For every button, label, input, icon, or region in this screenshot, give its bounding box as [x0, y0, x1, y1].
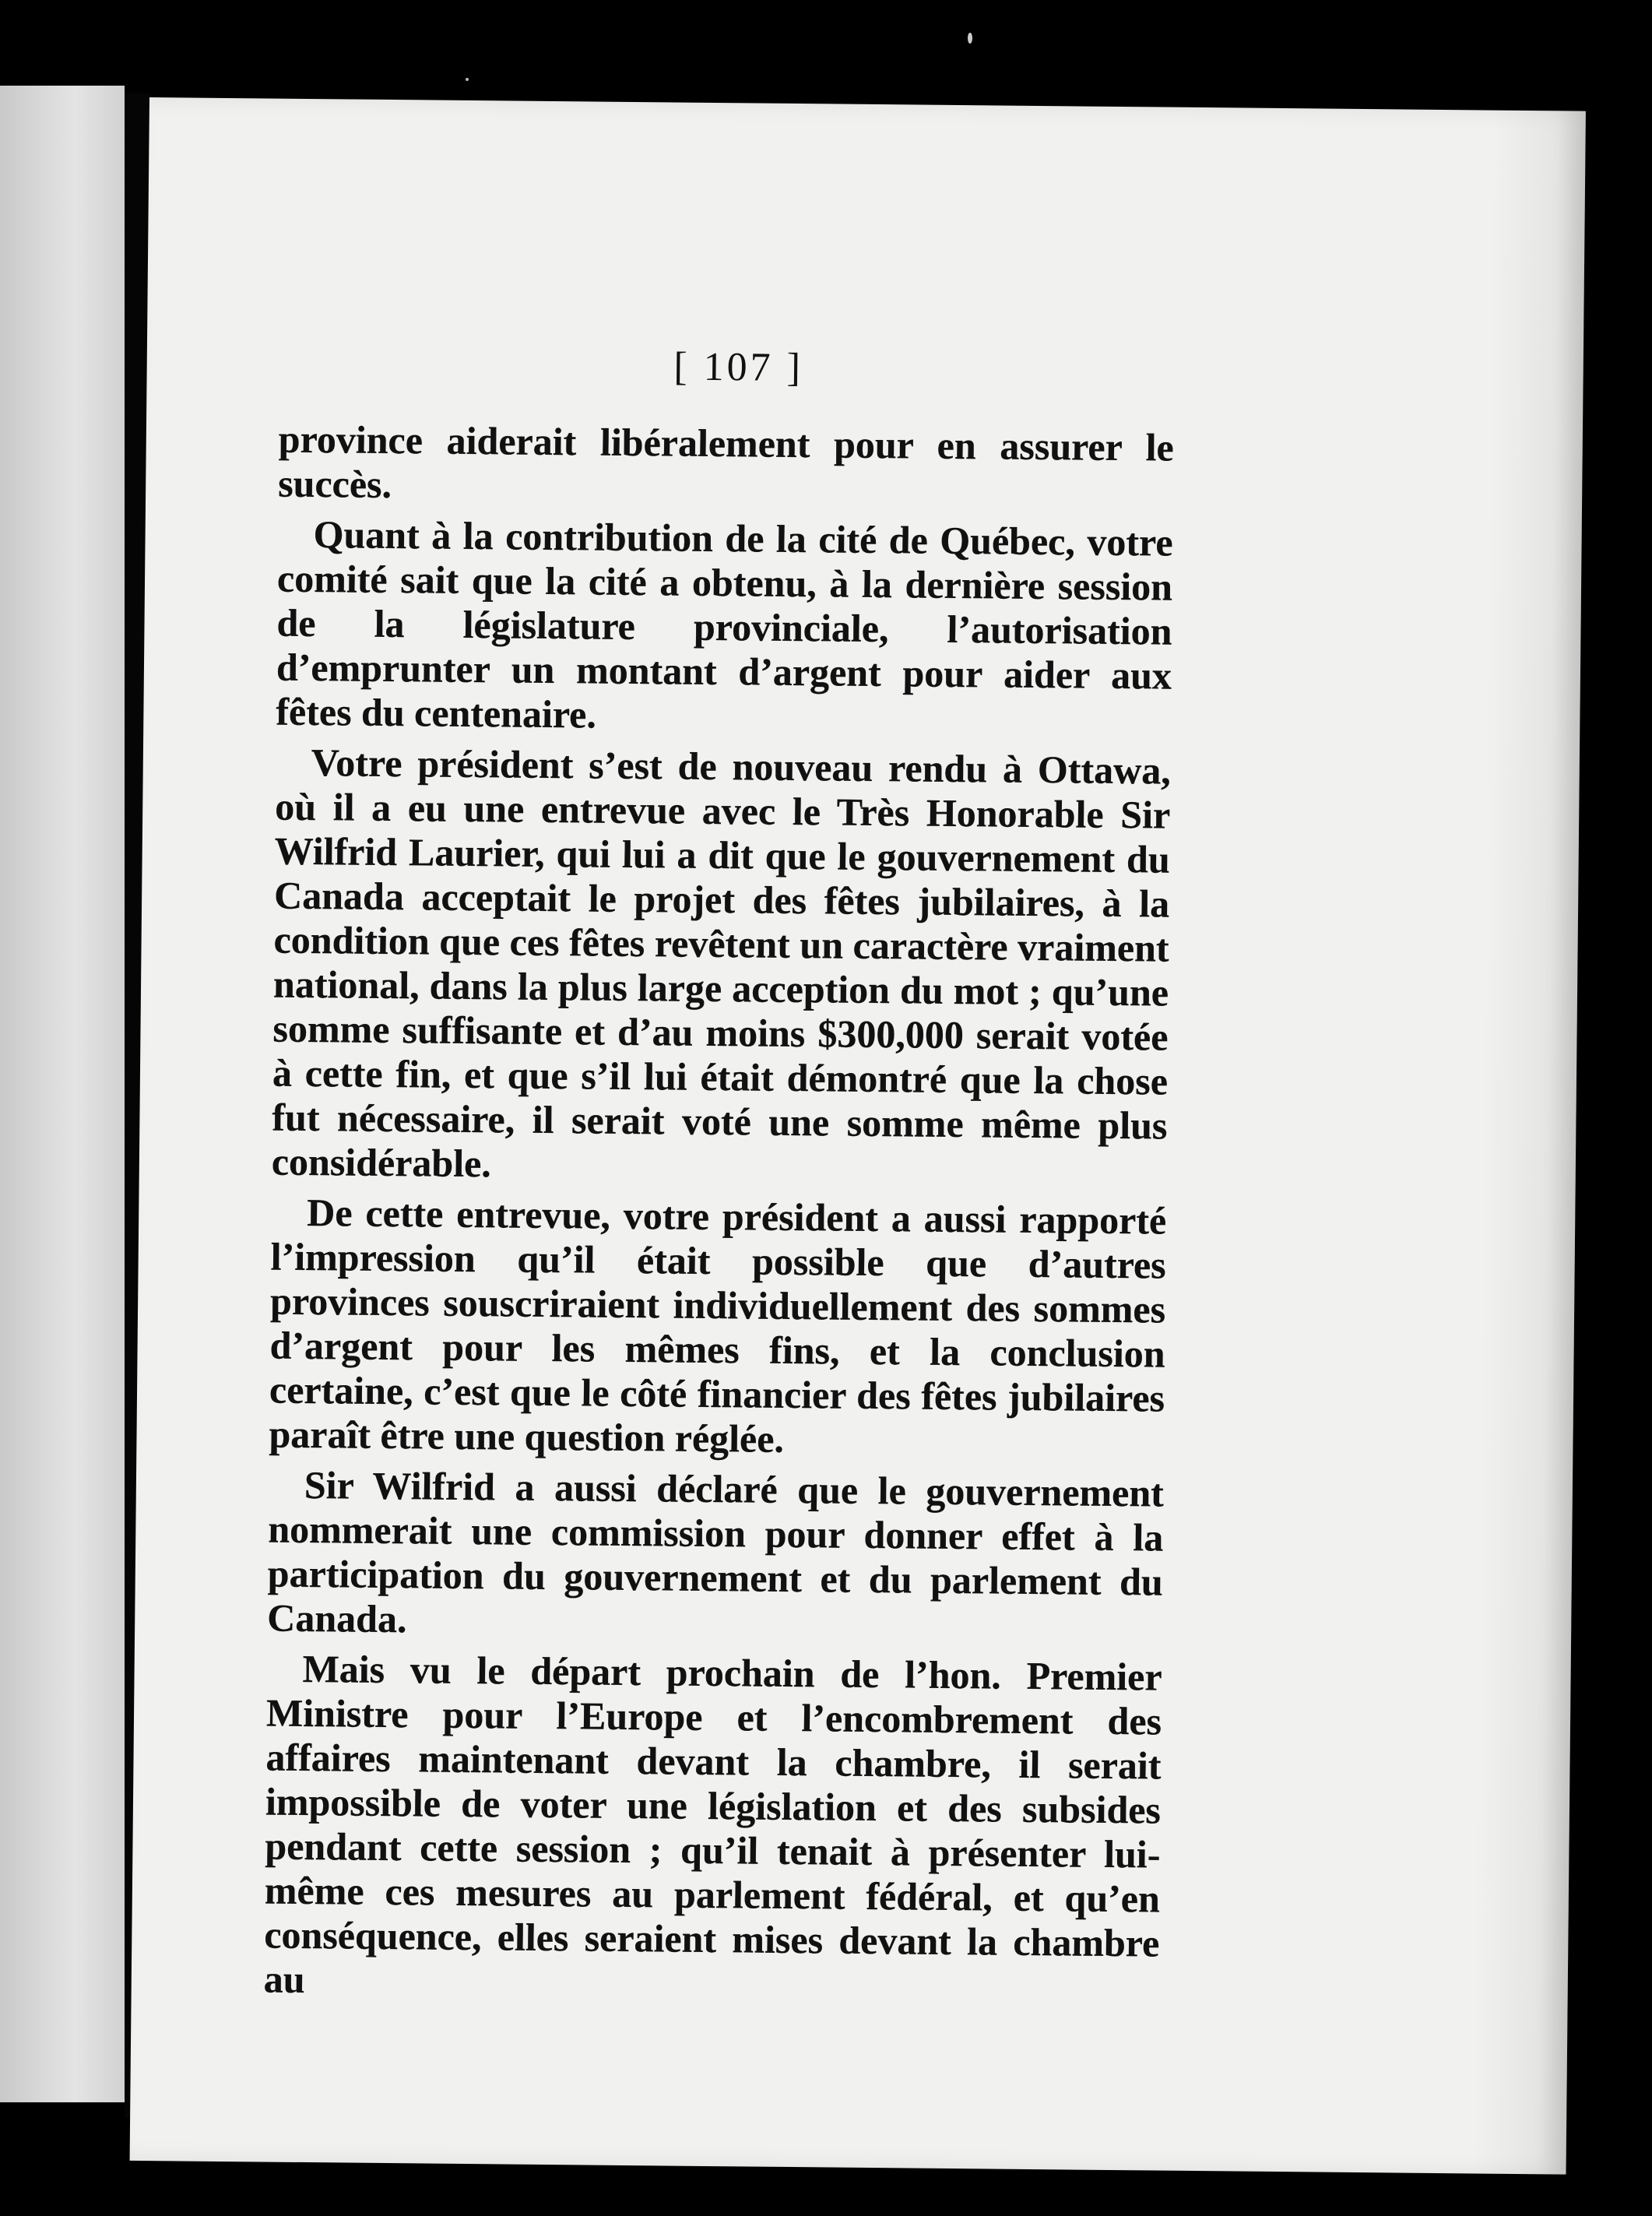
- paragraph-1: province aiderait libéralement pour en assurer le succès.: [277, 417, 1175, 507]
- paragraph-4: De cette entrevue, votre président a aussi rapporté l’impression qu’il était possible que d’autres provinces souscriraient individuellement des sommes d’argent pour les mêmes fins, et la conclusion certaine, c’est que le côté financier des fêtes jubilaires paraît être une question réglée.: [269, 1191, 1167, 1461]
- paragraph-2: Quant à la contribution de la cité de Québec, votre comité sait que la cité a obtenu, à la dernière session de la législature provinciale, l’autorisation d’emprunter un montant d’argent pour aider aux fêtes du centenaire.: [276, 512, 1173, 737]
- paragraph-6: Mais vu le départ prochain de l’hon. Premier Ministre pour l’Europe et l’encombrement des affaires maintenant devant la chambre, il serait impossible de voter une législation et des subsides pendant cette session ; qu’il tenait à présenter lui-même ces mesures au parlement fédéral, et qu’en conséquence, elles seraient mises devant la chambre au: [263, 1646, 1162, 2002]
- paragraph-5: Sir Wilfrid a aussi déclaré que le gouvernement nommerait une commission pour donner effet à la participation du gouvernement et du parlement du Canada.: [266, 1462, 1165, 1641]
- page-shadow-edge: [1472, 111, 1585, 2175]
- paragraph-3: Votre président s’est de nouveau rendu à Ottawa, où il a eu une entrevue avec le Très Honorable Sir Wilfrid Laurier, qui lui a dit que le gouvernement du Canada acceptait le projet des fêtes jubilaires, à la condition que ces fêtes revêtent un caractère vraiment national, dans la plus large acception du mot ; qu’une somme suffisante et d’au moins $300,000 serait votée à cette fin, et que s’il lui était démontré que la chose fut nécessaire, il serait voté une somme même plus considérable.: [271, 740, 1172, 1186]
- page-text-block: [263, 340, 1175, 2017]
- page-sheet: [130, 97, 1586, 2175]
- scan-dust-speck: [968, 33, 972, 44]
- previous-page-edge: [0, 86, 125, 2102]
- page-number: [ 107 ]: [673, 344, 804, 391]
- scan-dust-speck: [466, 78, 469, 81]
